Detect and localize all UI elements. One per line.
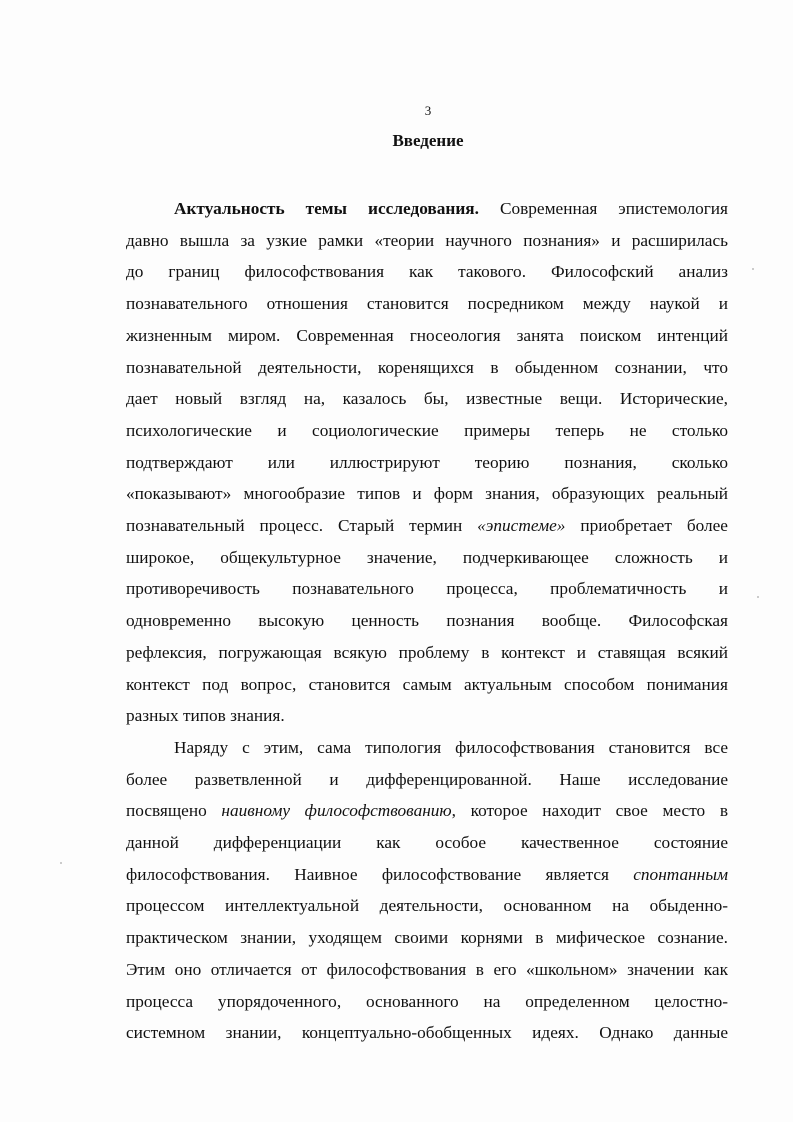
section-title: Введение xyxy=(392,131,464,150)
text-run: приобретает более xyxy=(565,516,728,536)
text-line: широкое, общекультурное значение, подчеркивающее сложность и xyxy=(126,547,728,567)
text-line: «показывают» многообразие типов и форм знания, образующих реальный xyxy=(126,484,728,504)
text-run: познавательный процесс. Старый термин xyxy=(126,516,478,536)
text-line: психологические и социологические примеры теперь не столько xyxy=(126,420,728,440)
text-line: процесса упорядоченного, основанного на определенном целостно- xyxy=(126,991,728,1011)
text-line: познавательной деятельности, коренящихся в обыденном сознании, что xyxy=(126,357,728,377)
text-line: системном знании, концептуально-обобщенных идеях. Однако данные xyxy=(126,1023,728,1043)
text-line xyxy=(126,795,728,827)
text-line: рефлексия, погружающая всякую проблему в контекст и ставящая всякий xyxy=(126,642,728,662)
text-line: практическом знании, уходящем своими корнями в мифическое сознание. xyxy=(126,928,728,948)
text-line: познавательного отношения становится посредником между наукой и xyxy=(126,294,728,314)
italic-term: спонтанным xyxy=(633,864,728,884)
text-line: жизненным миром. Современная гносеология занята поиском интенций xyxy=(126,325,728,345)
paragraph-naive-philosophizing xyxy=(126,732,728,1049)
text-line: Этим оно отличается от философствования в его «школьном» значении как xyxy=(126,959,728,979)
bold-lead: Актуальность темы исследования. xyxy=(174,199,479,218)
text-line: разных типов знания. xyxy=(126,706,285,726)
text-line: контекст под вопрос, становится самым актуальным способом понимания xyxy=(126,674,728,694)
text-line: одновременно высокую ценность познания вообще. Философская xyxy=(126,611,728,631)
text-line: более разветвленной и дифференцированной. Наше исследование xyxy=(126,769,728,789)
italic-term: наивному философствованию xyxy=(221,801,452,821)
text-line: до границ философствования как такового. Философский анализ xyxy=(126,262,728,282)
paragraph-relevance xyxy=(126,193,728,732)
text-line xyxy=(126,193,728,225)
text-line xyxy=(126,510,728,542)
page-number: 3 xyxy=(424,103,432,118)
text-line: противоречивость познавательного процесса, проблематичность и xyxy=(126,579,728,599)
text-line: Наряду с этим, сама типология философствования становится все xyxy=(174,737,728,757)
text-run: Современная эпистемология xyxy=(478,199,728,218)
scan-speck xyxy=(60,862,62,864)
italic-term: «эпистеме» xyxy=(477,516,566,536)
scan-speck xyxy=(752,268,754,270)
text-line: давно вышла за узкие рамки «теории научного познания» и расширилась xyxy=(126,230,728,250)
text-line: процессом интеллектуальной деятельности, основанном на обыденно- xyxy=(126,896,728,916)
text-run: , которое находит свое место в xyxy=(451,801,728,821)
text-line xyxy=(126,859,728,891)
body-text xyxy=(126,193,728,1049)
scan-speck xyxy=(757,596,759,598)
text-line: данной дифференциации как особое качественное состояние xyxy=(126,833,728,853)
text-run: посвящено xyxy=(126,801,222,821)
text-line: подтверждают или иллюстрируют теорию познания, сколько xyxy=(126,452,728,472)
text-line: дает новый взгляд на, казалось бы, известные вещи. Исторические, xyxy=(126,389,728,409)
text-run: философствования. Наивное философствование является xyxy=(126,864,634,884)
